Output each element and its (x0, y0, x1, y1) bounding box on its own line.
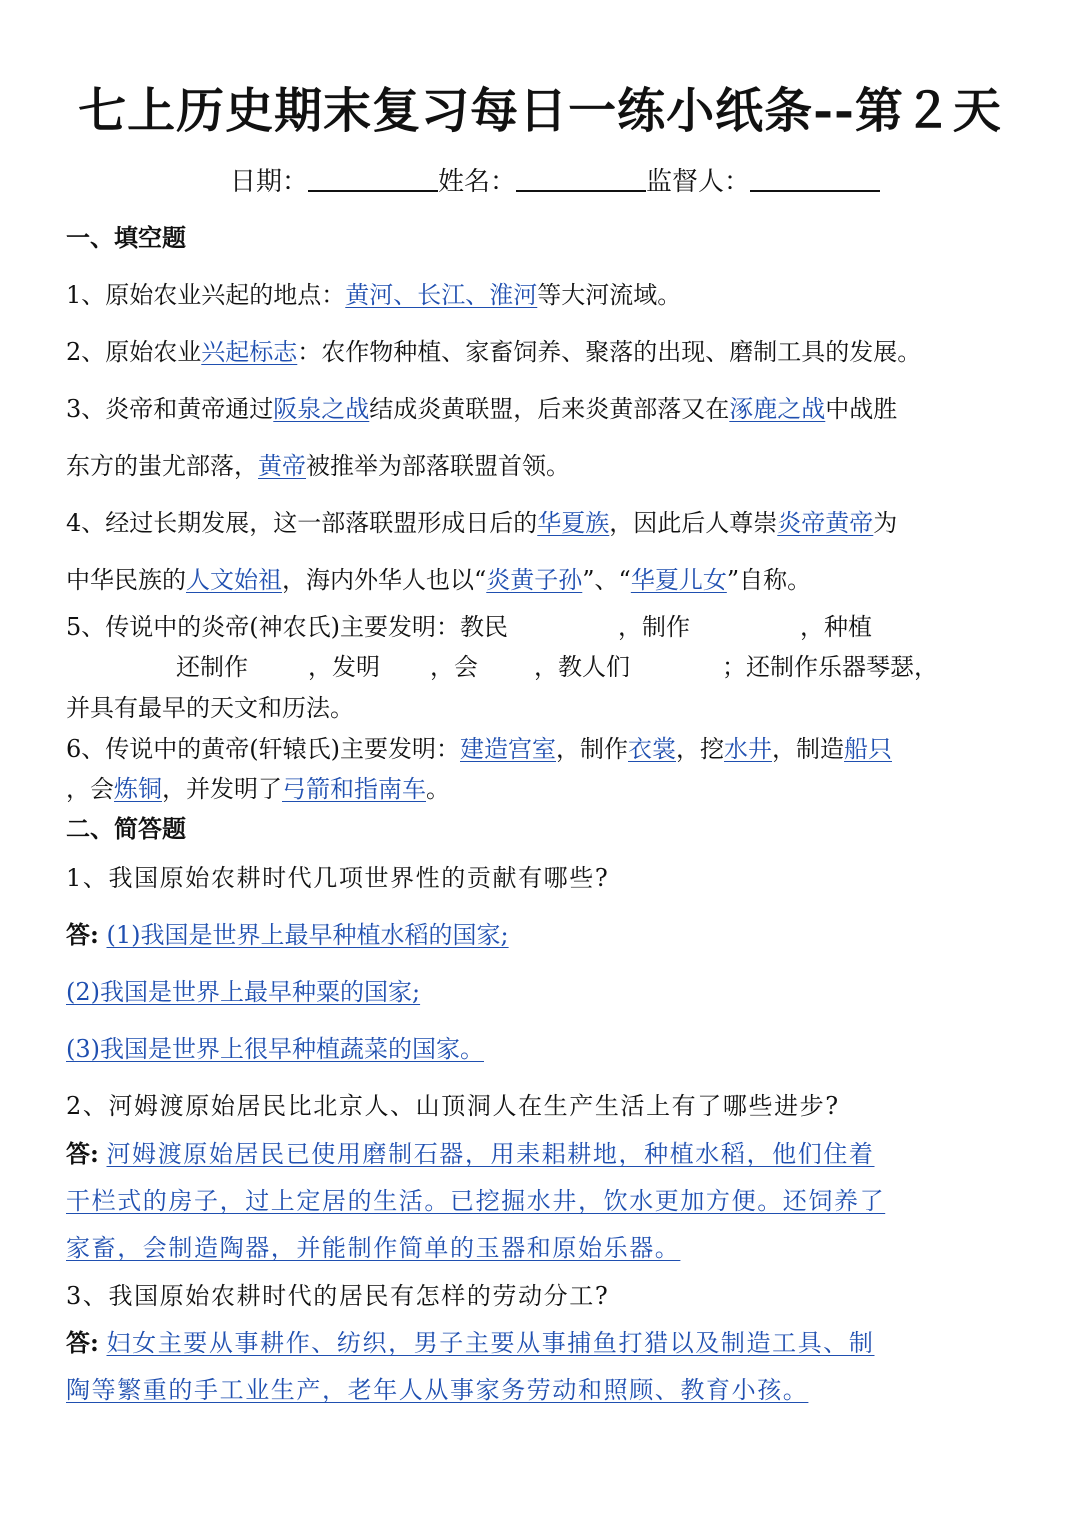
answer-label: 答: (66, 1139, 99, 1168)
short-q2-answer-text-2: 干栏式的房子，过上定居的生活。已挖掘水井，饮水更加方便。还饲养了 (66, 1187, 886, 1215)
fill-q6-text-4: ，制造 (772, 735, 844, 763)
short-q2-answer-text-3: 家畜，会制造陶器，并能制作简单的玉器和原始乐器。 (66, 1234, 681, 1262)
fill-q5-line1 (66, 607, 1026, 647)
fill-q6-text-6: ，并发明了 (162, 775, 282, 803)
fill-q3-line1 (66, 389, 1026, 429)
fill-q6-answer-6: 弓箭和指南车 (282, 775, 426, 803)
fill-q4-line2 (66, 560, 1026, 600)
short-q1-answer-text-2: (2)我国是世界上最早种粟的国家; (66, 978, 421, 1006)
page-title: 七上历史期末复习每日一练小纸条--第２天 (78, 83, 1002, 139)
fill-q2-text: 2、原始农业 (66, 338, 202, 366)
fill-q6-text-7: 。 (426, 775, 450, 803)
fill-q3-line2 (66, 446, 1026, 486)
supervisor-label: 监督人： (646, 167, 751, 197)
section-heading-short-answer: 二、简答题 (66, 814, 186, 843)
name-label: 姓名： (437, 167, 516, 197)
fill-q6-text-5: ，会 (66, 775, 114, 803)
fill-q4-answer-1: 华夏族 (537, 509, 610, 537)
fill-q6-text: 6、传说中的黄帝(轩辕氏)主要发明： (66, 735, 460, 763)
fill-q3-text-2: 结成炎黄联盟，后来炎黄部落又在 (369, 395, 730, 423)
fill-q6-answer-3: 水井 (724, 735, 772, 763)
fill-q5-text-4: 还制作 (176, 653, 248, 681)
fill-q1-answer: 黄河、长江、淮河 (345, 281, 538, 309)
short-q2: 2、河姆渡原始居民比北京人、山顶洞人在生产生活上有了哪些进步? (66, 1092, 840, 1120)
fill-q5-text-8: ；还制作乐器琴瑟， (722, 653, 938, 681)
fill-q6-answer-4: 船只 (844, 735, 892, 763)
fill-q6-text-3: ，挖 (676, 735, 724, 763)
fill-q6-answer-2: 衣裳 (628, 735, 676, 763)
fill-q5-text: 5、传说中的炎帝(神农氏)主要发明：教民 (66, 613, 508, 641)
fill-q5-text-2: ，制作 (618, 613, 690, 641)
fill-q4-answer-5: 华夏儿女 (630, 566, 727, 594)
fill-q1 (66, 275, 1026, 315)
short-q2-answer-2 (66, 1181, 1026, 1221)
fill-q2 (66, 332, 1026, 372)
fill-q3-answer-3: 黄帝 (258, 452, 306, 480)
date-blank[interactable] (308, 164, 438, 192)
answer-label: 答: (66, 920, 99, 949)
fill-q4-text: 4、经过长期发展，这一部落联盟形成日后的 (66, 509, 538, 537)
date-label: 日期： (229, 167, 308, 197)
fill-q1-text-end: 等大河流域。 (537, 281, 682, 309)
fill-q4-text-5: ，海内外华人也以“ (282, 566, 487, 594)
fill-q3-text: 3、炎帝和黄帝通过 (66, 395, 274, 423)
fill-q5-text-7: ，教人们 (534, 653, 630, 681)
fill-q3-answer-1: 阪泉之战 (273, 395, 370, 423)
short-q1-answer-text-3: (3)我国是世界上很早种植蔬菜的国家。 (66, 1035, 484, 1063)
fill-q1-text: 1、原始农业兴起的地点： (66, 281, 346, 309)
fill-q4-text-4: 中华民族的 (66, 566, 186, 594)
fill-q4-line1 (66, 503, 1026, 543)
short-q3-answer-text-1: 妇女主要从事耕作、纺织，男子主要从事捕鱼打猎以及制造工具、制 (106, 1329, 875, 1357)
fill-q3-text-4: 东方的蚩尤部落， (66, 452, 258, 480)
short-q1-answer-text-1: (1)我国是世界上最早种植水稻的国家; (106, 921, 509, 949)
answer-label: 答: (66, 1328, 99, 1357)
short-q1-answer-2 (66, 972, 1026, 1012)
fill-q4-answer-4: 炎黄子孙 (486, 566, 583, 594)
name-blank[interactable] (516, 164, 646, 192)
supervisor-blank[interactable] (750, 164, 880, 192)
fill-q3-answer-2: 涿鹿之战 (729, 395, 826, 423)
fill-q6-line2 (66, 769, 1026, 809)
short-q1: 1、我国原始农耕时代几项世界性的贡献有哪些? (66, 864, 610, 892)
short-q3-answer-text-2: 陶等繁重的手工业生产，老年人从事家务劳动和照顾、教育小孩。 (66, 1376, 809, 1404)
fill-q6-line1 (66, 729, 1026, 769)
short-q2-answer-text-1: 河姆渡原始居民已使用磨制石器，用耒耜耕地，种植水稻，他们住着 (106, 1140, 875, 1168)
fill-q2-answer: 兴起标志 (201, 338, 298, 366)
short-q3-answer-2 (66, 1370, 1026, 1410)
short-q3-answer-1 (66, 1323, 1026, 1363)
fill-q6-text-2: ，制作 (556, 735, 628, 763)
fill-q5-text-3: ，种植 (800, 613, 872, 641)
fill-q4-text-6: ”、“ (582, 566, 631, 594)
short-q1-answer-1 (66, 915, 1026, 955)
short-q2-answer-3 (66, 1228, 1026, 1268)
fill-q4-answer-3: 人文始祖 (186, 566, 282, 594)
fill-q5-text-6: ，会 (430, 653, 478, 681)
fill-q2-text-end: ：农作物种植、家畜饲养、聚落的出现、磨制工具的发展。 (297, 338, 922, 366)
fill-q6-answer-1: 建造宫室 (460, 735, 556, 763)
fill-q4-answer-2: 炎帝黄帝 (777, 509, 874, 537)
short-q1-answer-3 (66, 1029, 1026, 1069)
fill-q4-text-2: ，因此后人尊崇 (609, 509, 778, 537)
fill-q4-text-7: ”自称。 (726, 566, 812, 594)
section-heading-fill: 一、填空题 (66, 223, 186, 252)
short-q3: 3、我国原始农耕时代的居民有怎样的劳动分工? (66, 1282, 610, 1310)
short-q2-answer-1 (66, 1134, 1026, 1174)
fill-q6-answer-5: 炼铜 (114, 775, 162, 803)
fill-q5-text-5: ，发明 (308, 653, 380, 681)
fill-q3-text-3: 中战胜 (825, 395, 898, 423)
fill-q4-text-3: 为 (873, 509, 898, 537)
fill-q5-line3: 并具有最早的天文和历法。 (66, 694, 354, 722)
fill-q5-line2 (176, 647, 1026, 687)
info-line (0, 160, 1080, 204)
fill-q3-text-5: 被推举为部落联盟首领。 (306, 452, 570, 480)
